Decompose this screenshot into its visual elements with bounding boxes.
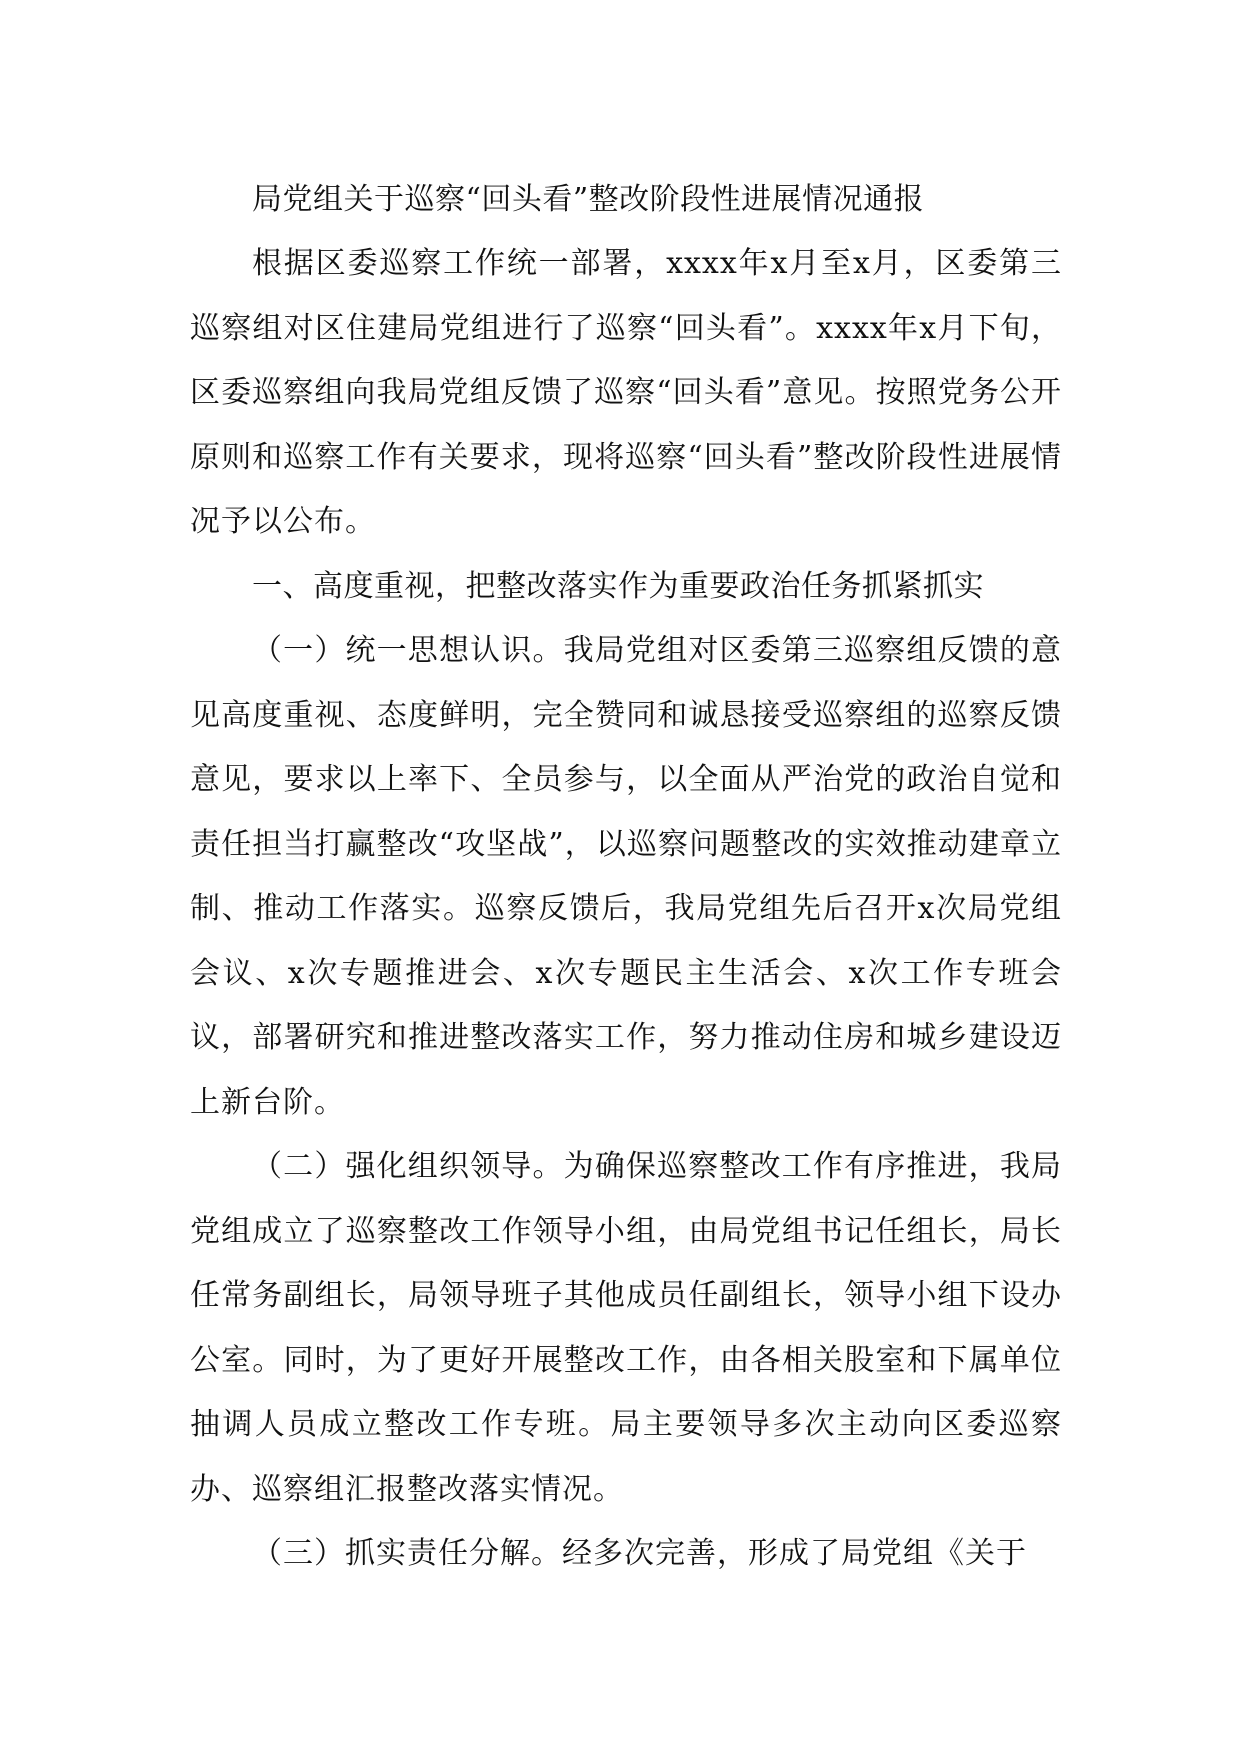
subsection-paragraph-3: （三）抓实责任分解。经多次完善，形成了局党组《关于 [252, 1536, 1027, 1571]
subsection-paragraph-1: （一）统一思想认识。我局党组对区委第三巡察组反馈的意见高度重视、态度鲜明，完全赞同和诚恳接受巡察组的巡察反馈意见，要求以上率下、全员参与，以全面从严治党的政治自觉和责任担当打赢整改“攻坚战”，以巡察问题整改的实效推动建章立制、推动工作落实。巡察反馈后，我局党组先后召开x次局党组会议、x次专题推进会、x次专题民主生活会、x次工作专班会议，部署研究和推进整改落实工作，努力推动住房和城乡建设迈上新台阶。 [190, 633, 1062, 1120]
section-heading-1: 一、高度重视，把整改落实作为重要政治任务抓紧抓实 [252, 568, 984, 604]
document-title: 局党组关于巡察“回头看”整改阶段性进展情况通报 [252, 182, 925, 217]
document-body [190, 168, 1062, 1587]
intro-paragraph: 根据区委巡察工作统一部署，xxxx年x月至x月，区委第三巡察组对区住建局党组进行了巡察“回头看”。xxxx年x月下旬，区委巡察组向我局党组反馈了巡察“回头看”意见。按照党务公开原则和巡察工作有关要求，现将巡察“回头看”整改阶段性进展情况予以公布。 [190, 246, 1062, 539]
subsection-paragraph-2: （二）强化组织领导。为确保巡察整改工作有序推进，我局党组成立了巡察整改工作领导小组，由局党组书记任组长，局长任常务副组长，局领导班子其他成员任副组长，领导小组下设办公室。同时，为了更好开展整改工作，由各相关股室和下属单位抽调人员成立整改工作专班。局主要领导多次主动向区委巡察办、巡察组汇报整改落实情况。 [190, 1149, 1062, 1507]
